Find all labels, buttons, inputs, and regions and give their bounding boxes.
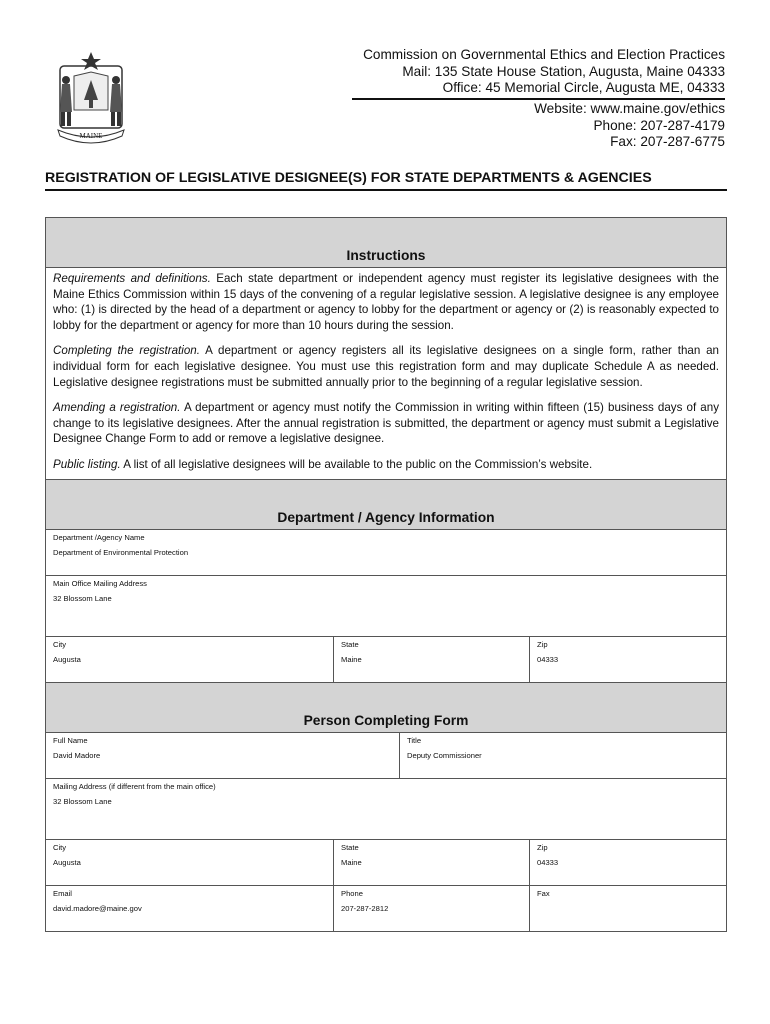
field-label: Email [53, 888, 72, 898]
person-address-value[interactable]: 32 Blossom Lane [53, 796, 112, 806]
field-label: Phone [341, 888, 363, 898]
person-contact-row [46, 886, 726, 931]
department-name-value[interactable]: Department of Environmental Protection [53, 547, 189, 557]
email-value[interactable]: david.madore@maine.gov [53, 903, 142, 913]
person-heading: Person Completing Form [303, 712, 469, 728]
mail-address: Mail: 135 State House Station, Augusta, Maine 04333 [402, 63, 725, 79]
full-name-value[interactable]: David Madore [53, 750, 101, 760]
department-address-value[interactable]: 32 Blossom Lane [53, 593, 112, 603]
department-address-row [46, 576, 726, 637]
commission-header [345, 47, 725, 97]
field-label: Fax [537, 888, 550, 898]
department-city-field[interactable] [46, 637, 334, 682]
instruction-requirements: Requirements and definitions. Each state department or independent agency must register its legislative designees with the Maine Ethics Commission within 15 days of the convening of a regular legislative session. A legislative designee is any employee who: (1) is directed by the head of a department or agency to lobby for the department or agency or (2) is reasonably expected to lobby for the department or agency for more than 10 hours during the session. [53, 272, 720, 332]
website-text: Website: www.maine.gov/ethics [534, 101, 725, 116]
seal-banner-text: MAINE [79, 132, 103, 140]
field-label: Department /Agency Name [53, 532, 145, 542]
department-header [46, 480, 726, 530]
instruction-amending: Amending a registration. A department or agency must notify the Commission in writing within fifteen (15) business days of any change to its legislative designees. After the annual registration is submitted, the department or agency must submit a Legislative Designee Change Form to add or remove a legislative designee. [53, 401, 719, 446]
department-state-field[interactable] [334, 637, 530, 682]
fax-text: Fax: 207-287-6775 [610, 134, 725, 149]
department-state-value[interactable]: Maine [341, 654, 362, 664]
field-label: City [53, 842, 67, 852]
person-city-row [46, 840, 726, 886]
person-address-field[interactable] [46, 779, 726, 839]
field-label: State [341, 842, 359, 852]
contact-info [405, 101, 725, 151]
field-label: Mailing Address (if different from the main office) [53, 781, 216, 791]
person-state-value[interactable]: Maine [341, 857, 362, 867]
maine-state-seal [50, 50, 132, 144]
person-name-row [46, 733, 726, 779]
department-address-field[interactable] [46, 576, 726, 636]
person-state-field[interactable] [334, 840, 530, 885]
office-address: Office: 45 Memorial Circle, Augusta ME, 04333 [442, 80, 725, 95]
department-zip-field[interactable] [530, 637, 726, 682]
person-address-row [46, 779, 726, 840]
full-name-field[interactable] [46, 733, 400, 778]
department-zip-value[interactable]: 04333 [537, 654, 559, 664]
department-heading: Department / Agency Information [277, 509, 495, 525]
person-city-field[interactable] [46, 840, 334, 885]
department-name-row [46, 530, 726, 576]
person-header [46, 683, 726, 733]
instructions-heading: Instructions [346, 248, 426, 263]
person-zip-value[interactable]: 04333 [537, 857, 559, 867]
person-zip-field[interactable] [530, 840, 726, 885]
department-city-value[interactable]: Augusta [53, 654, 81, 664]
department-city-row [46, 637, 726, 683]
header-divider [352, 98, 725, 100]
instructions-header [46, 218, 726, 268]
field-label: State [341, 639, 359, 649]
phone-value[interactable]: 207-287-2812 [341, 903, 389, 913]
person-city-value[interactable]: Augusta [53, 857, 81, 867]
email-field[interactable] [46, 886, 334, 931]
department-name-field[interactable] [46, 530, 726, 575]
instruction-public-listing: Public listing. A list of all legislative designees will be available to the public on the Commission’s website. [53, 457, 593, 471]
field-label: Zip [537, 842, 548, 852]
field-label: Full Name [53, 735, 88, 745]
title-value[interactable]: Deputy Commissioner [407, 750, 482, 760]
field-label: Main Office Mailing Address [53, 578, 147, 588]
instruction-completing: Completing the registration. A department or agency registers all its legislative designees on a single form, rather than an individual form for each legislative designee. You must use this registration form and may duplicate Schedule A as needed. Legislative designee registrations must be submitted annually prior to the beginning of a regular legislative session. [53, 344, 719, 389]
commission-name: Commission on Governmental Ethics and Election Practices [363, 47, 725, 62]
fax-field[interactable] [530, 886, 726, 931]
title-field[interactable] [400, 733, 726, 778]
phone-text: Phone: 207-287-4179 [593, 117, 725, 133]
title-divider [45, 189, 727, 191]
field-label: Zip [537, 639, 548, 649]
form-title: REGISTRATION OF LEGISLATIVE DESIGNEE(S) FOR STATE DEPARTMENTS & AGENCIES [45, 170, 652, 186]
field-label: Title [407, 735, 422, 745]
field-label: City [53, 639, 67, 649]
phone-field[interactable] [334, 886, 530, 931]
instructions-body [46, 268, 726, 480]
registration-form [45, 217, 727, 932]
